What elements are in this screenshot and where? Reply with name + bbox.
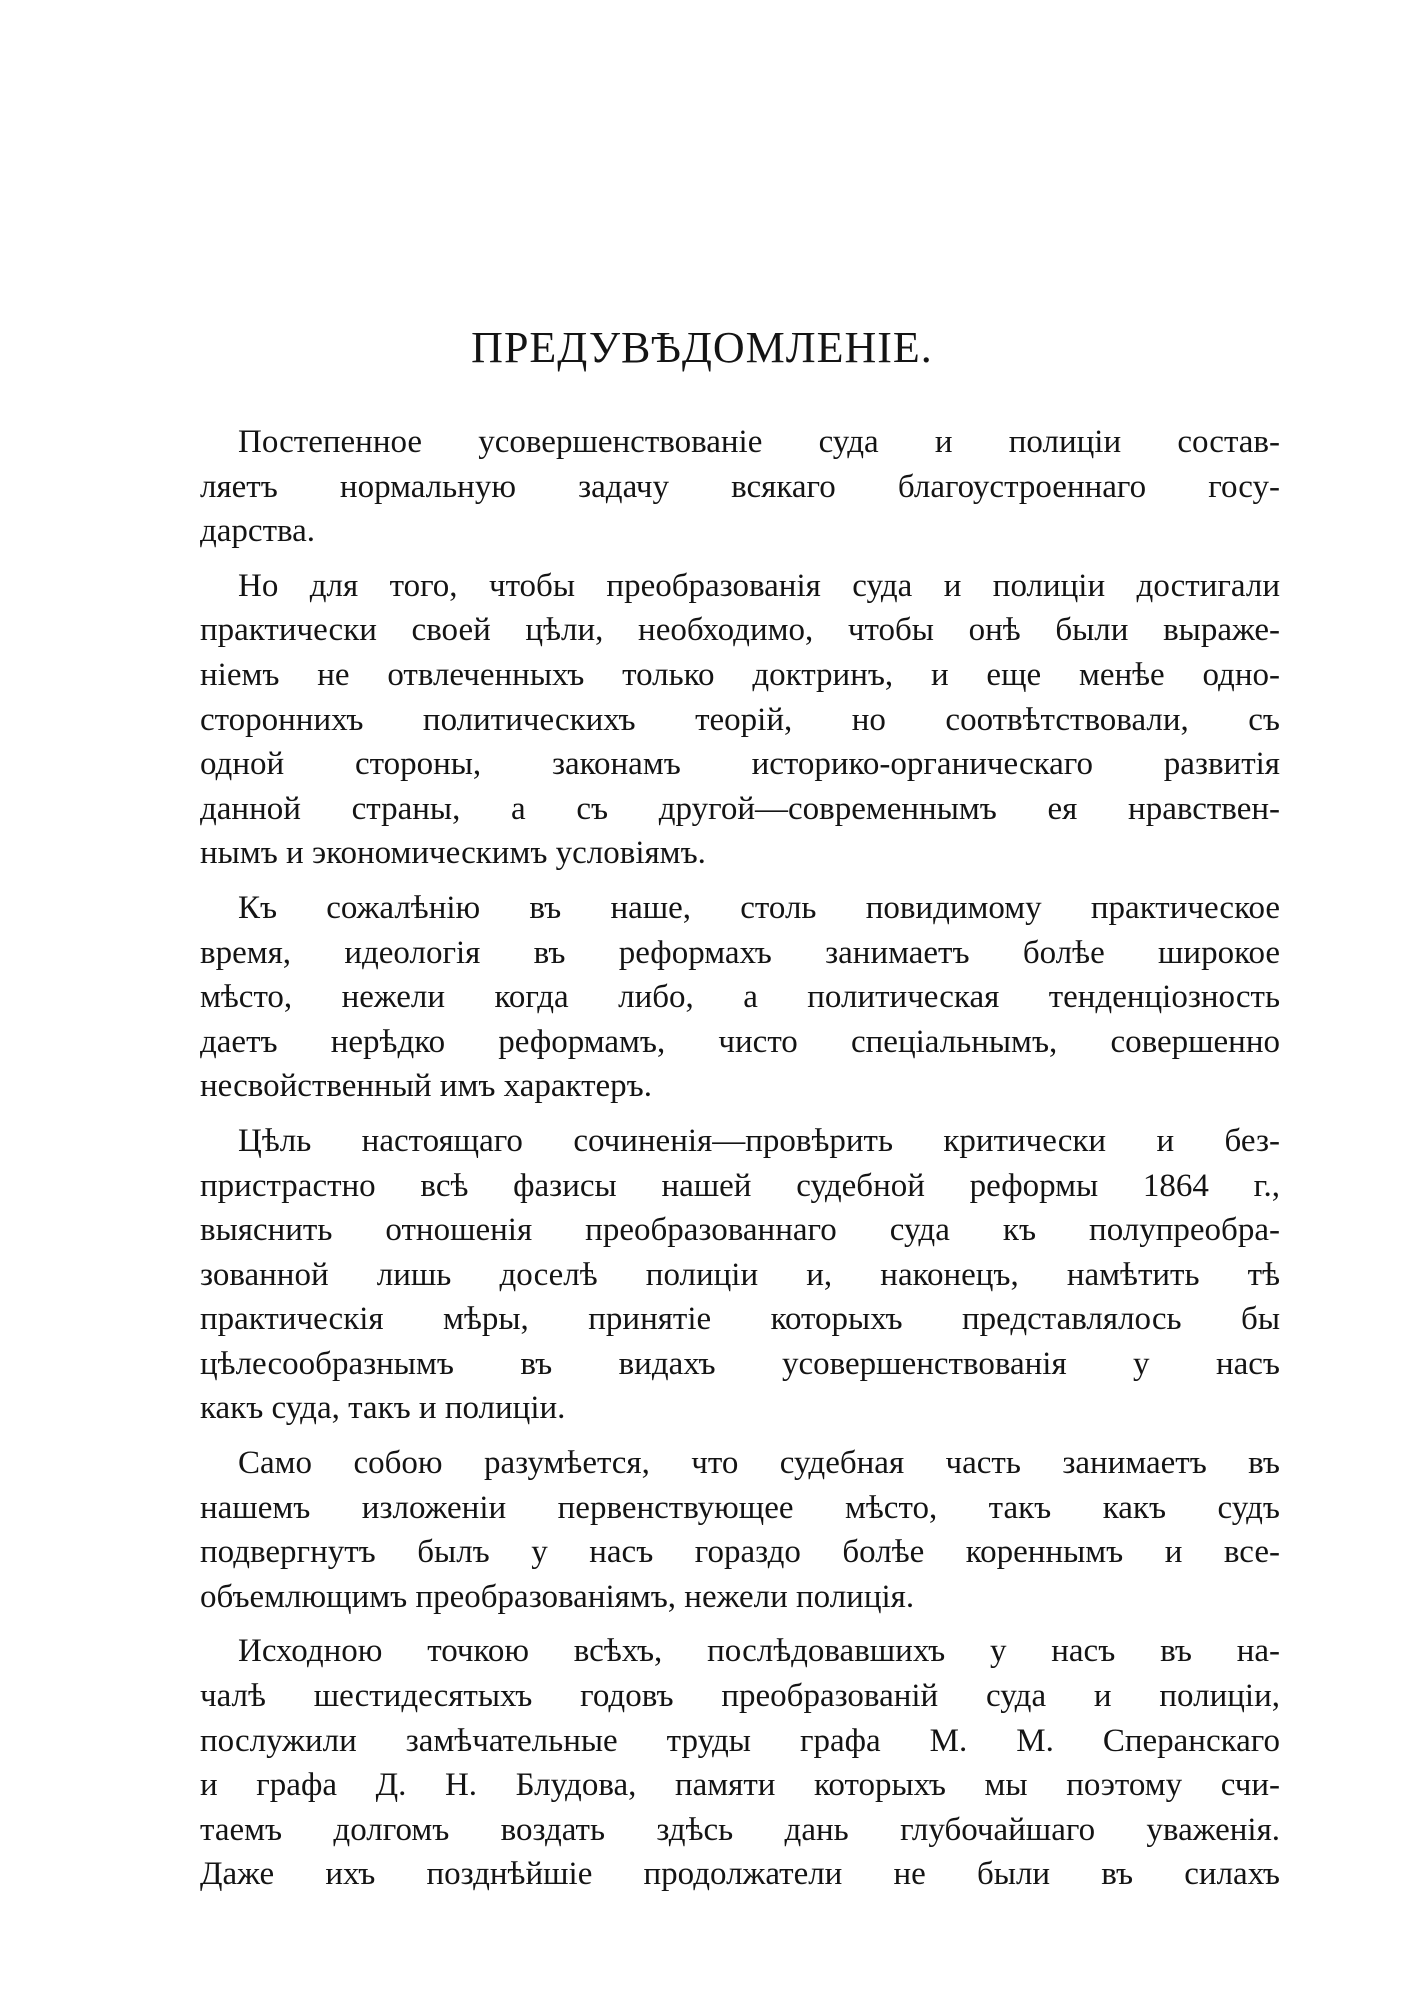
text-line: Къ сожалѣнію въ наше, столь повидимому практическое	[238, 889, 1280, 926]
text-line: ніемъ не отвлеченныхъ только доктринъ, и еще менѣе одно-	[200, 656, 1280, 693]
text-line: объемлющимъ преобразованіямъ, нежели полиція.	[200, 1578, 915, 1615]
paragraph-6	[200, 1629, 1280, 1897]
text-line: дарства.	[200, 513, 316, 550]
paragraph-4	[200, 1119, 1280, 1431]
text-line: какъ суда, такъ и полиціи.	[200, 1390, 566, 1427]
text-line: чалѣ шестидесятыхъ годовъ преобразованій суда и полиціи,	[200, 1678, 1280, 1715]
text-line: зованной лишь доселѣ полиціи и, наконецъ, намѣтить тѣ	[200, 1256, 1280, 1293]
text-line: Само собою разумѣется, что судебная часть занимаетъ въ	[238, 1445, 1280, 1482]
text-line: время, идеологія въ реформахъ занимаетъ болѣе широкое	[200, 934, 1280, 971]
paragraph-5	[200, 1441, 1280, 1619]
text-line: ляетъ нормальную задачу всякаго благоустроеннаго госу-	[200, 468, 1280, 505]
paragraph-3	[200, 886, 1280, 1109]
text-line: практическія мѣры, принятіе которыхъ представлялось бы	[200, 1301, 1280, 1338]
text-line: даетъ нерѣдко реформамъ, чисто спеціальнымъ, совершенно	[200, 1023, 1280, 1060]
text-line: Постепенное усовершенствованіе суда и полиціи состав-	[238, 424, 1280, 460]
text-line: стороннихъ политическихъ теорій, но соотвѣтствовали, съ	[200, 701, 1280, 738]
paragraph-1	[200, 420, 1280, 554]
text-line: одной стороны, законамъ историко-органическаго развитія	[200, 746, 1280, 783]
text-line: выяснить отношенія преобразованнаго суда къ полупреобра-	[200, 1212, 1280, 1249]
text-line: нашемъ изложеніи первенствующее мѣсто, такъ какъ судъ	[200, 1489, 1280, 1526]
text-line: пристрастно всѣ фазисы нашей судебной реформы 1864 г.,	[200, 1167, 1280, 1204]
text-line: Исходною точкою всѣхъ, послѣдовавшихъ у насъ въ на-	[238, 1633, 1280, 1670]
text-line: несвойственный имъ характеръ.	[200, 1068, 652, 1105]
text-line: послужили замѣчательные труды графа М. М. Сперанскаго	[200, 1722, 1280, 1759]
text-line: подвергнутъ былъ у насъ гораздо болѣе кореннымъ и все-	[200, 1534, 1280, 1571]
text-line: Но для того, чтобы преобразованія суда и полиціи достигали	[238, 567, 1280, 604]
text-line: практически своей цѣли, необходимо, чтобы онѣ были выраже-	[200, 612, 1280, 649]
page-title: ПРЕДУВѢДОМЛЕНІЕ.	[471, 323, 933, 372]
text-line: данной страны, а съ другой—современнымъ ея нравствен-	[200, 790, 1280, 827]
text-line: Даже ихъ позднѣйшіе продолжатели не были въ силахъ	[200, 1856, 1280, 1893]
text-line: нымъ и экономическимъ условіямъ.	[200, 835, 706, 872]
text-line: и графа Д. Н. Блудова, памяти которыхъ мы поэтому счи-	[200, 1767, 1280, 1804]
document-body	[200, 420, 1280, 1907]
paragraph-2	[200, 564, 1280, 876]
text-line: мѣсто, нежели когда либо, а политическая тенденціозность	[200, 979, 1280, 1016]
text-line: цѣлесообразнымъ въ видахъ усовершенствованія у насъ	[200, 1345, 1280, 1382]
text-line: Цѣль настоящаго сочиненія—провѣрить критически и без-	[238, 1122, 1280, 1159]
text-line: таемъ долгомъ воздать здѣсь дань глубочайшаго уваженія.	[200, 1811, 1280, 1848]
